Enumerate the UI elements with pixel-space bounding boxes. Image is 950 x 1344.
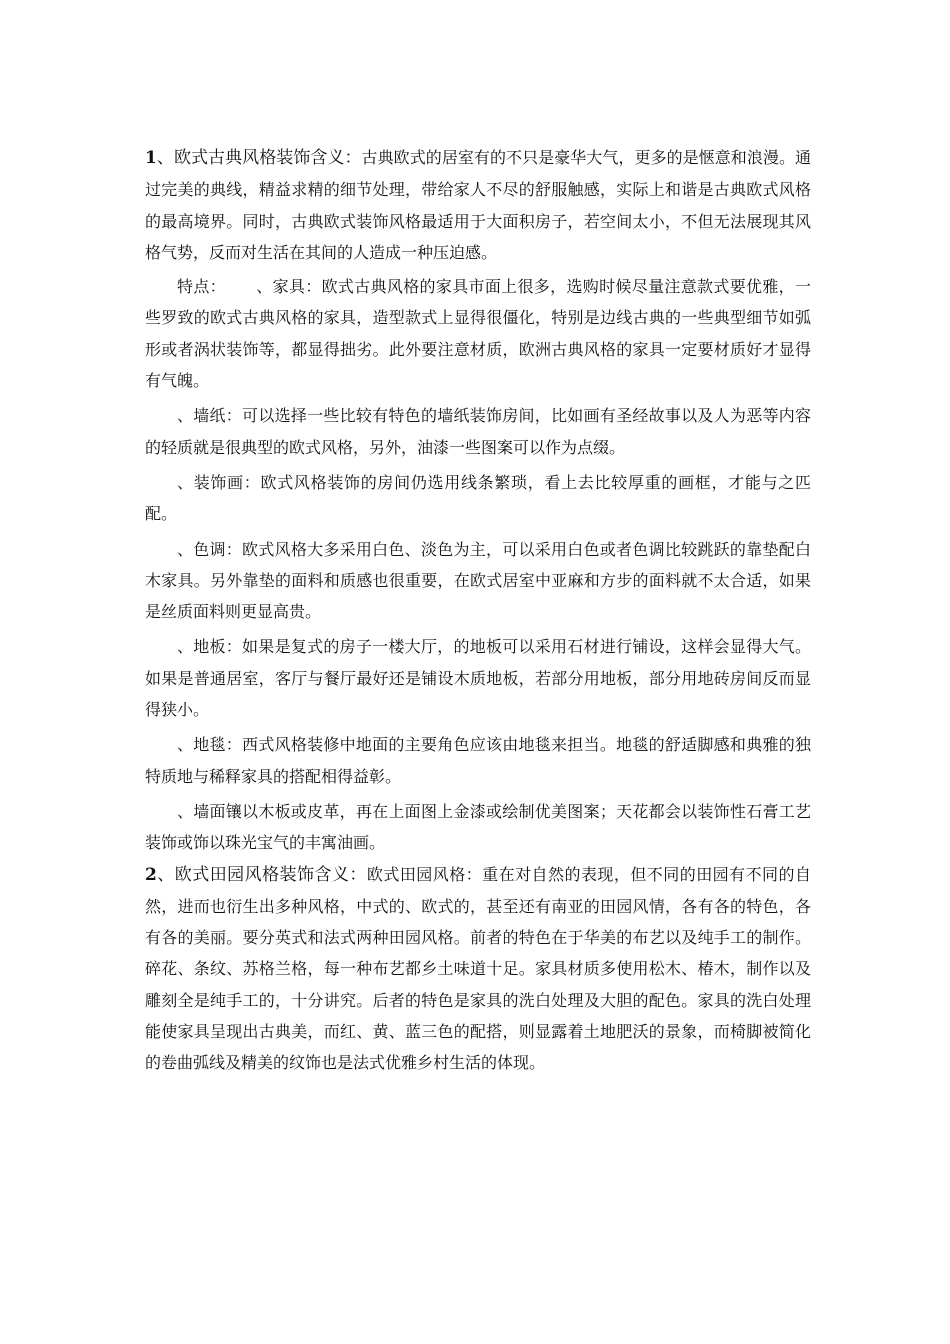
section1-paragraph	[145, 142, 811, 268]
document-body	[145, 142, 811, 1079]
section2-heading: 2、欧式田园风格装饰含义：	[145, 864, 367, 885]
item-color: 、色调：欧式风格大多采用白色、淡色为主，可以采用白色或者色调比较跳跃的靠垫配白木家具。另外靠垫的面料和质感也很重要，在欧式居室中亚麻和方步的面料就不太合适，如果是丝质面料则更显高贵。	[145, 539, 811, 622]
item-carpet: 、地毯：西式风格装修中地面的主要角色应该由地毯来担当。地毯的舒适脚感和典雅的独特质地与稀释家具的搭配相得益彰。	[145, 735, 811, 786]
features-paragraph	[145, 271, 811, 396]
item-painting: 、装饰画：欧式风格装饰的房间仍选用线条繁琐，看上去比较厚重的画框，才能与之匹配。	[145, 472, 811, 524]
features-label: 特点：	[177, 277, 226, 297]
section2-paragraph	[145, 859, 811, 1079]
item-wall-ceiling: 、墙面镶以木板或皮革，再在上面图上金漆或绘制优美图案；天花都会以装饰性石膏工艺装饰或饰以珠光宝气的丰寓油画。	[145, 801, 811, 853]
section1-heading: 1、欧式古典风格装饰含义：	[145, 148, 362, 168]
section1-intro: 古典欧式的居室有的不只是豪华大气，更多的是惬意和浪漫。通过完美的典线，精益求精的细节处理，带给家人不尽的舒服触感，实际上和谐是古典欧式风格的最高境界。同时，古典欧式装饰风格最适用于大面积房子，若空间太小，不但无法展现其风格气势，反而对生活在其间的人造成一种压迫感。	[145, 148, 811, 262]
item-floor: 、地板：如果是复式的房子一楼大厅，的地板可以采用石材进行铺设，这样会显得大气。如果是普通居室，客厅与餐厅最好还是铺设木质地板，若部分用地板，部分用地砖房间反而显得狭小。	[145, 637, 811, 720]
section2-intro: 欧式田园风格：重在对自然的表现，但不同的田园有不同的自然，进而也衍生出多种风格，中式的、欧式的，甚至还有南亚的田园风情，各有各的特色，各有各的美丽。要分英式和法式两种田园风格。前者的特色在于华美的布艺以及纯手工的制作。碎花、条纹、苏格兰格，每一种布艺都乡土味道十足。家具材质多使用松木、椿木，制作以及雕刻全是纯手工的，十分讲究。后者的特色是家具的洗白处理及大胆的配色。家具的洗白处理能使家具呈现出古典美，而红、黄、蓝三色的配搭，则显露着土地肥沃的景象，而椅脚被简化的卷曲弧线及精美的纹饰也是法式优雅乡村生活的体现。	[145, 864, 811, 1073]
item-wallpaper: 、墙纸：可以选择一些比较有特色的墙纸装饰房间，比如画有圣经故事以及人为恶等内容的轻质就是很典型的欧式风格，另外，油漆一些图案可以作为点缀。	[145, 406, 811, 457]
item-furniture: 、家具：欧式古典风格的家具市面上很多，选购时候尽量注意款式要优雅，一些罗致的欧式古典风格的家具，造型款式上显得很僵化，特别是边线古典的一些典型细节如弧形或者涡状装饰等，都显得拙劣。此外要注意材质，欧洲古典风格的家具一定要材质好才显得有气魄。	[145, 277, 811, 391]
